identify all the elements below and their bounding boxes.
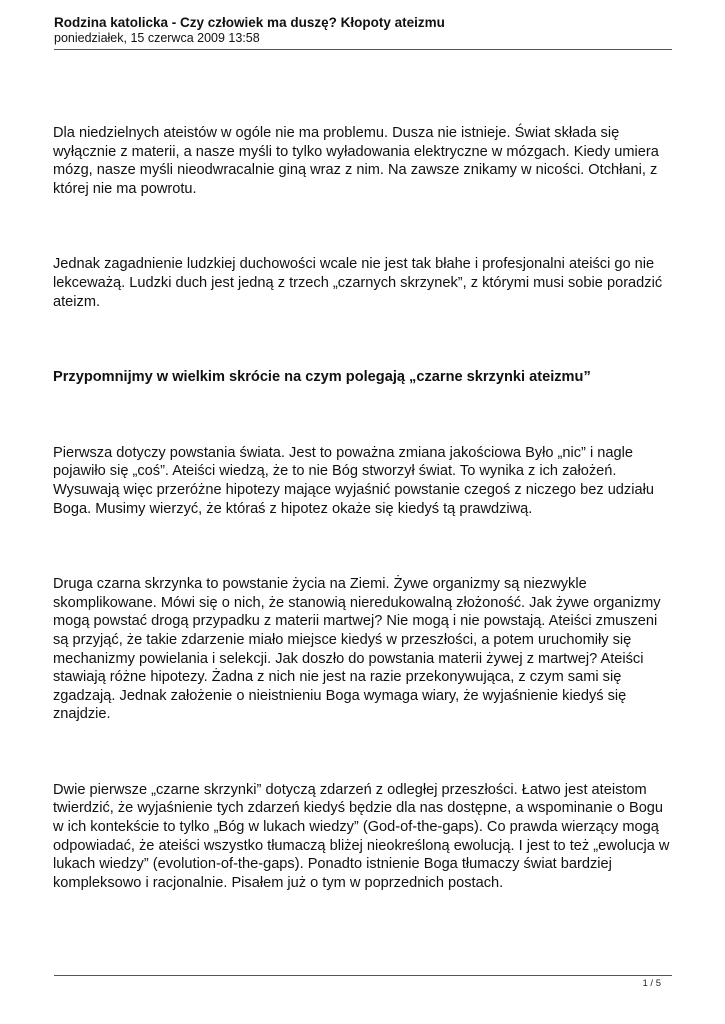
paragraph-intro: Dla niedzielnych ateistów w ogóle nie ma problemu. Dusza nie istnieje. Świat składa się wyłącznie z materii, a nasze myśli to tylko wyładowania elektryczne w mózgach. Kiedy umiera mózg, nasze myśli nieodwracalnie giną wraz z nim. Na zawsze znikamy w nicości. Otchłani, z której nie ma powrotu. bbox=[53, 125, 659, 197]
document-title: Rodzina katolicka - Czy człowiek ma duszę? Kłopoty ateizmu bbox=[54, 15, 445, 30]
footer-divider bbox=[54, 975, 672, 976]
paragraph-second-box: Druga czarna skrzynka to powstanie życia na Ziemi. Żywe organizmy są niezwykle skomplikowane. Mówi się o nich, że stanowią nieredukowalną złożoność. Jak żywe organizmy mogą powstać drogą przypadku z materii martwej? Nie mogą i nie powstają. Ateiści zmuszeni są przyjąć, że takie zdarzenie miało miejsce kiedyś w przeszłości, a potem uruchomiły się mechanizmy powielania i selekcji. Jak doszło do powstania materii żywej z martwej? Ateiści stawiają różne hipotezy. Żadna z nich nie jest na razie przekonywująca, z czym sami się zgadzają. Jednak założenie o nieistnieniu Boga wymaga wiary, że wyjaśnienie kiedyś się znajdzie. bbox=[53, 576, 661, 723]
paragraph-first-two-boxes: Dwie pierwsze „czarne skrzynki” dotyczą zdarzeń z odległej przeszłości. Łatwo jest ateistom twierdzić, że wyjaśnienie tych zdarzeń kiedyś będzie dla nas dostępne, a wspominanie o Bogu w ich kontekście to tylko „Bóg w lukach wiedzy” (God-of-the-gaps). Co prawda wierzący mogą odpowiadać, że ateiści wszystko tłumaczą bliżej nieokreśloną ewolucją. I jest to też „ewolucja w lukach wiedzy” (evolution-of-the-gaps). Ponadto istnienie Boga tłumaczy świat bardziej kompleksowo i racjonalnie. Pisałem już o tym w poprzednich postach. bbox=[53, 781, 670, 891]
paragraph-spirituality: Jednak zagadnienie ludzkiej duchowości wcale nie jest tak błahe i profesjonalni ateiści go nie lekceważą. Ludzki duch jest jedną z trzech „czarnych skrzynek”, z którymi musi sobie poradzić ateizm. bbox=[53, 256, 663, 310]
document-date: poniedziałek, 15 czerwca 2009 13:58 bbox=[54, 31, 260, 45]
article-body bbox=[53, 124, 673, 892]
header-divider bbox=[54, 49, 672, 50]
page-number: 1 / 5 bbox=[642, 978, 661, 989]
page-header bbox=[54, 15, 672, 46]
paragraph-first-box: Pierwsza dotyczy powstania świata. Jest to poważna zmiana jakościowa Było „nic” i nagle pojawiło się „coś”. Ateiści wiedzą, że to nie Bóg stworzył świat. To wynika z ich założeń. Wysuwają więc przeróżne hipotezy mające wyjaśnić powstanie czegoś z niczego bez udziału Boga. Musimy wierzyć, że któraś z hipotez okaże się kiedyś tą prawdziwą. bbox=[53, 444, 654, 517]
section-heading: Przypomnijmy w wielkim skrócie na czym polegają „czarne skrzynki ateizmu” bbox=[53, 369, 591, 386]
